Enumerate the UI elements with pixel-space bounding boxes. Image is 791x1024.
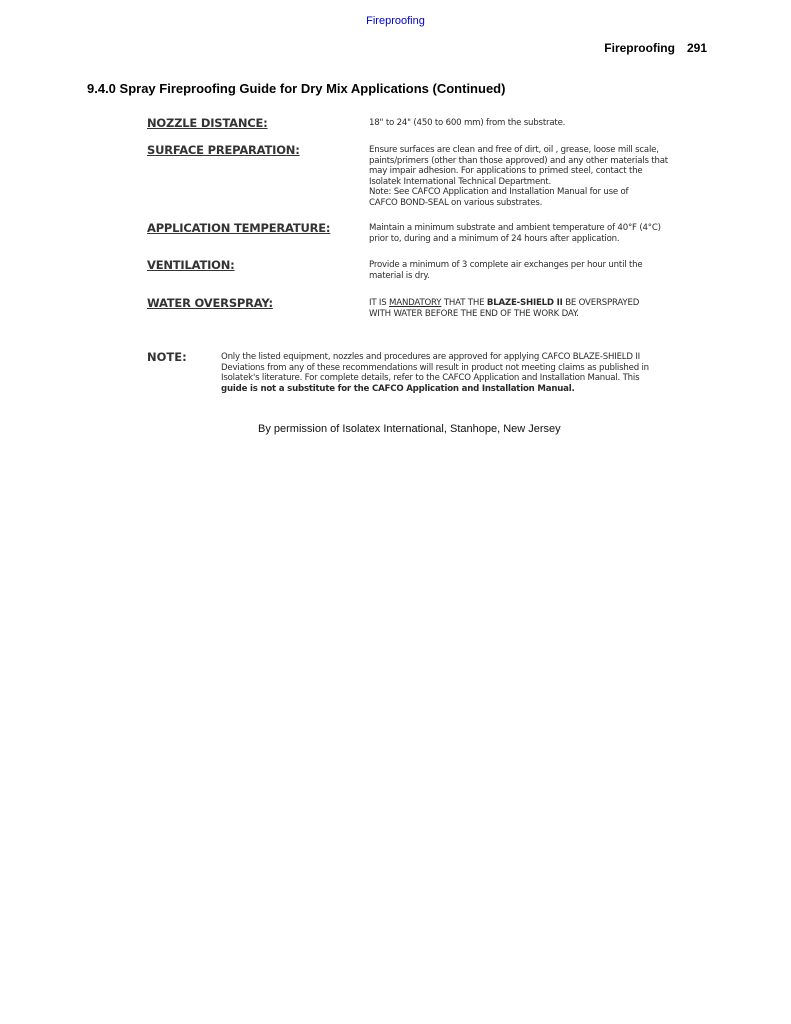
nozzle-distance-label: NOZZLE DISTANCE: (147, 116, 268, 130)
surface-preparation-label: SURFACE PREPARATION: (147, 143, 300, 157)
text-segment: IT IS (369, 298, 390, 308)
text-segment: THAT THE (441, 298, 487, 308)
value-line: Isolatek International Technical Department. (369, 176, 551, 187)
surface-preparation-value (369, 145, 707, 209)
value-line (369, 298, 707, 309)
application-temperature-label: APPLICATION TEMPERATURE: (147, 221, 331, 235)
running-header (604, 41, 707, 55)
water-overspray-value (369, 298, 707, 319)
ventilation-label: VENTILATION: (147, 258, 235, 272)
note-label: NOTE: (147, 350, 187, 364)
value-line: CAFCO BOND-SEAL on various substrates. (369, 197, 543, 208)
value-line: Maintain a minimum substrate and ambient temperature of 40°F (4°C) (369, 223, 661, 233)
scanned-guide-figure (140, 112, 710, 412)
ventilation-value (369, 260, 707, 281)
value-line: prior to, during and a minimum of 24 hours after application. (369, 233, 620, 244)
text-segment: BE OVERSPRAYED (562, 298, 640, 308)
application-temperature-value (369, 223, 707, 244)
value-line: Note: See CAFCO Application and Installation Manual for use of (369, 187, 629, 198)
note-text (221, 352, 701, 394)
value-line: Ensure surfaces are clean and free of dirt, oil , grease, loose mill scale, (369, 145, 659, 155)
value-line: Provide a minimum of 3 complete air exchanges per hour until the (369, 260, 643, 270)
note-line: Isolatek's literature. For complete details, refer to the CAFCO Application and Installation Manual. This (221, 373, 640, 384)
product-name: BLAZE-SHIELD II (486, 298, 563, 308)
note-line: Deviations from any of these recommendations will result in product not meeting claims as published in (221, 362, 649, 373)
nozzle-distance-value (369, 118, 707, 129)
value-line: WITH WATER BEFORE THE END OF THE WORK DAY. (369, 308, 579, 319)
value-line: material is dry. (369, 270, 430, 281)
permission-credit: By permission of Isolatex International, Stanhope, New Jersey (258, 423, 561, 435)
section-title: 9.4.0 Spray Fireproofing Guide for Dry Mix Applications (Continued) (87, 81, 506, 96)
note-line: Only the listed equipment, nozzles and procedures are approved for applying CAFCO BLAZE-SHIELD II (221, 352, 641, 362)
water-overspray-label: WATER OVERSPRAY: (147, 296, 273, 310)
mandatory-emphasis: MANDATORY (389, 298, 442, 308)
value-line: paints/primers (other than those approved) and any other materials that (369, 155, 668, 166)
value-line: may impair adhesion. For applications to primed steel, contact the (369, 166, 643, 177)
value-line: 18" to 24" (450 to 600 mm) from the substrate. (369, 118, 566, 128)
top-nav-link[interactable]: Fireproofing (366, 15, 425, 27)
page-number: 291 (686, 41, 707, 55)
running-title: Fireproofing (604, 41, 675, 55)
note-line-bold: guide is not a substitute for the CAFCO Application and Installation Manual. (221, 383, 575, 394)
